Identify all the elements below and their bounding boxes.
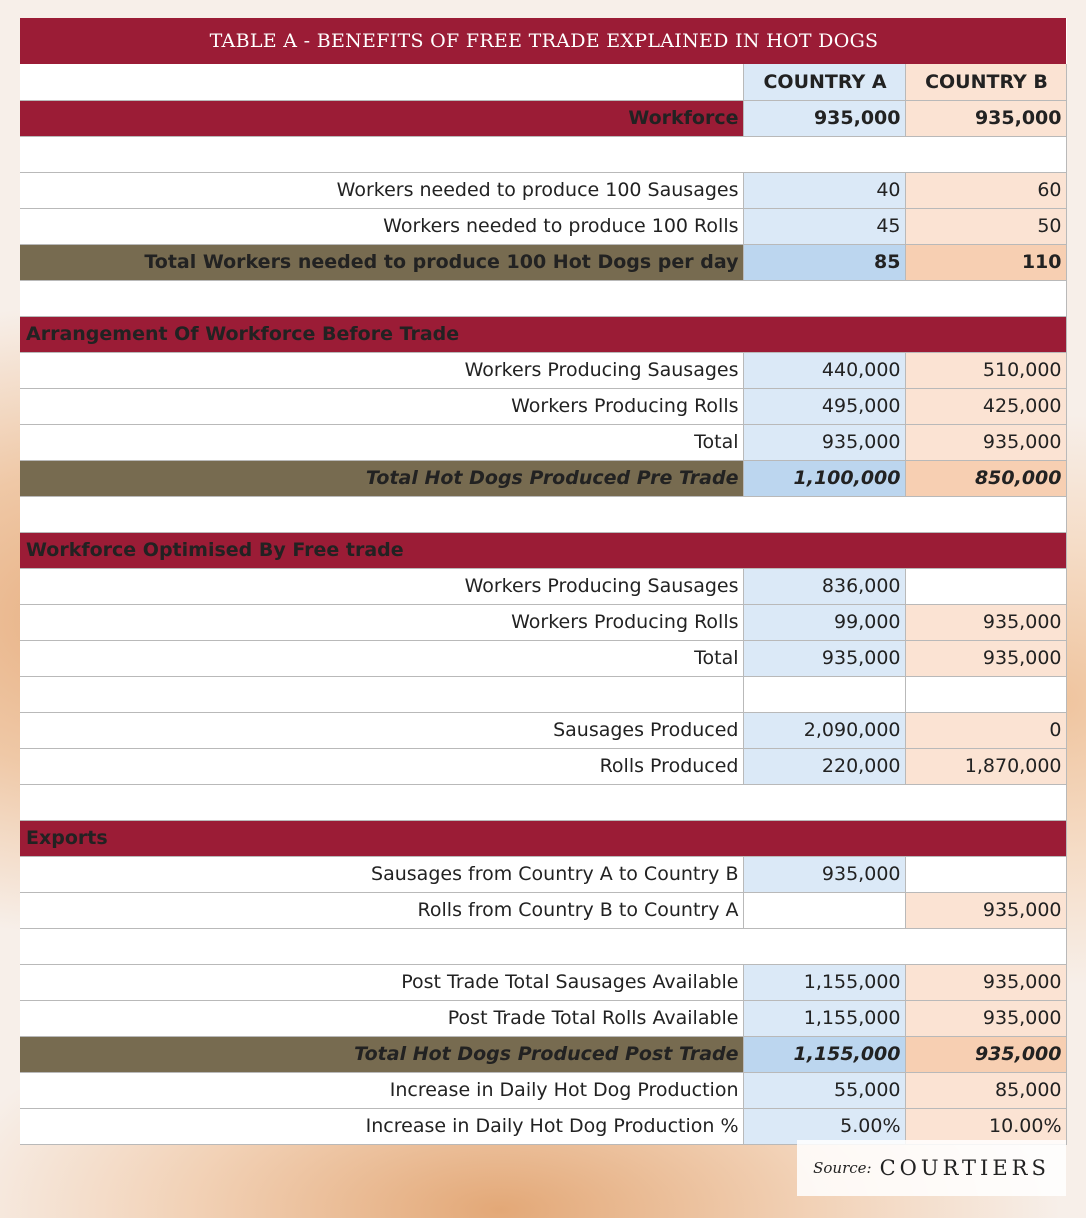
country-b-value: 50 <box>905 208 1066 244</box>
table-row <box>20 1108 1066 1144</box>
country-a-value: 935,000 <box>743 856 905 892</box>
row-label: Increase in Daily Hot Dog Production <box>20 1072 743 1108</box>
country-b-value: 935,000 <box>905 100 1066 136</box>
source-credit <box>797 1140 1066 1196</box>
country-b-value: 850,000 <box>905 460 1066 496</box>
table-row <box>20 1000 1066 1036</box>
country-b-value: 935,000 <box>905 1000 1066 1036</box>
table-title: TABLE A - BENEFITS OF FREE TRADE EXPLAINED IN HOT DOGS <box>20 18 1066 64</box>
table-row <box>20 388 1066 424</box>
country-b-value <box>905 568 1066 604</box>
table-row <box>20 568 1066 604</box>
country-b-value: 0 <box>905 712 1066 748</box>
hot-dog-free-trade-table <box>20 18 1067 1145</box>
row-label: Total Hot Dogs Produced Post Trade <box>20 1036 743 1072</box>
country-a-value: 5.00% <box>743 1108 905 1144</box>
country-b-value: 935,000 <box>905 640 1066 676</box>
row-label: Workers Producing Sausages <box>20 568 743 604</box>
column-header-row <box>20 64 1066 100</box>
country-a-value <box>743 892 905 928</box>
country-b-value: 935,000 <box>905 604 1066 640</box>
country-a-value: 55,000 <box>743 1072 905 1108</box>
country-b-value: 60 <box>905 172 1066 208</box>
row-label: Sausages Produced <box>20 712 743 748</box>
spacer-row <box>20 280 1066 316</box>
country-a-value: 1,155,000 <box>743 1000 905 1036</box>
country-a-value: 40 <box>743 172 905 208</box>
country-b-value: 935,000 <box>905 424 1066 460</box>
row-label: Increase in Daily Hot Dog Production % <box>20 1108 743 1144</box>
spacer-row <box>20 136 1066 172</box>
country-b-value: 10.00% <box>905 1108 1066 1144</box>
country-b-value: 935,000 <box>905 1036 1066 1072</box>
row-label: Post Trade Total Sausages Available <box>20 964 743 1000</box>
total-workers-row <box>20 244 1066 280</box>
spacer-row <box>20 496 1066 532</box>
table-row <box>20 424 1066 460</box>
row-label: Total <box>20 424 743 460</box>
country-b-value: 1,870,000 <box>905 748 1066 784</box>
section-title: Arrangement Of Workforce Before Trade <box>20 316 1066 352</box>
country-a-value: 2,090,000 <box>743 712 905 748</box>
country-b-value: 510,000 <box>905 352 1066 388</box>
table-row <box>20 172 1066 208</box>
country-a-value: 495,000 <box>743 388 905 424</box>
row-label: Total Hot Dogs Produced Pre Trade <box>20 460 743 496</box>
country-a-value: 45 <box>743 208 905 244</box>
country-a-value: 1,100,000 <box>743 460 905 496</box>
table-row <box>20 856 1066 892</box>
source-label: Source: <box>813 1159 872 1177</box>
table-row <box>20 208 1066 244</box>
country-b-value: 935,000 <box>905 892 1066 928</box>
country-a-value: 1,155,000 <box>743 1036 905 1072</box>
spacer-row <box>20 928 1066 964</box>
section-header-exports <box>20 820 1066 856</box>
row-label: Total Workers needed to produce 100 Hot Dogs per day <box>20 244 743 280</box>
row-label: Workers Producing Rolls <box>20 604 743 640</box>
section-title: Exports <box>20 820 1066 856</box>
section-title: Workforce Optimised By Free trade <box>20 532 1066 568</box>
table-row <box>20 964 1066 1000</box>
country-b-header: COUNTRY B <box>905 64 1066 100</box>
country-a-value: 220,000 <box>743 748 905 784</box>
country-a-value: 440,000 <box>743 352 905 388</box>
row-label: Workers Producing Rolls <box>20 388 743 424</box>
table-row <box>20 892 1066 928</box>
row-label: Post Trade Total Rolls Available <box>20 1000 743 1036</box>
spacer-row <box>20 676 1066 712</box>
table-row <box>20 712 1066 748</box>
table-row <box>20 352 1066 388</box>
table-row <box>20 604 1066 640</box>
country-a-value: 935,000 <box>743 640 905 676</box>
pre-trade-total-row <box>20 460 1066 496</box>
country-b-value: 935,000 <box>905 964 1066 1000</box>
country-b-value: 110 <box>905 244 1066 280</box>
row-label: Workers needed to produce 100 Rolls <box>20 208 743 244</box>
country-b-value: 425,000 <box>905 388 1066 424</box>
country-a-value: 85 <box>743 244 905 280</box>
section-header-before-trade <box>20 316 1066 352</box>
row-label: Rolls Produced <box>20 748 743 784</box>
country-a-value: 836,000 <box>743 568 905 604</box>
spacer-row <box>20 784 1066 820</box>
workforce-row <box>20 100 1066 136</box>
row-label: Total <box>20 640 743 676</box>
country-a-value: 99,000 <box>743 604 905 640</box>
table-row <box>20 1072 1066 1108</box>
country-a-value: 935,000 <box>743 424 905 460</box>
row-label: Rolls from Country B to Country A <box>20 892 743 928</box>
row-label: Sausages from Country A to Country B <box>20 856 743 892</box>
row-label: Workers needed to produce 100 Sausages <box>20 172 743 208</box>
table-title-row <box>20 18 1066 64</box>
section-header-optimised <box>20 532 1066 568</box>
row-label: Workers Producing Sausages <box>20 352 743 388</box>
row-label: Workforce <box>20 100 743 136</box>
country-a-value: 1,155,000 <box>743 964 905 1000</box>
country-a-header: COUNTRY A <box>743 64 905 100</box>
courtiers-logo: COURTIERS <box>879 1156 1050 1180</box>
table-row <box>20 748 1066 784</box>
country-b-value <box>905 856 1066 892</box>
country-a-value: 935,000 <box>743 100 905 136</box>
post-trade-total-row <box>20 1036 1066 1072</box>
table-row <box>20 640 1066 676</box>
country-b-value: 85,000 <box>905 1072 1066 1108</box>
